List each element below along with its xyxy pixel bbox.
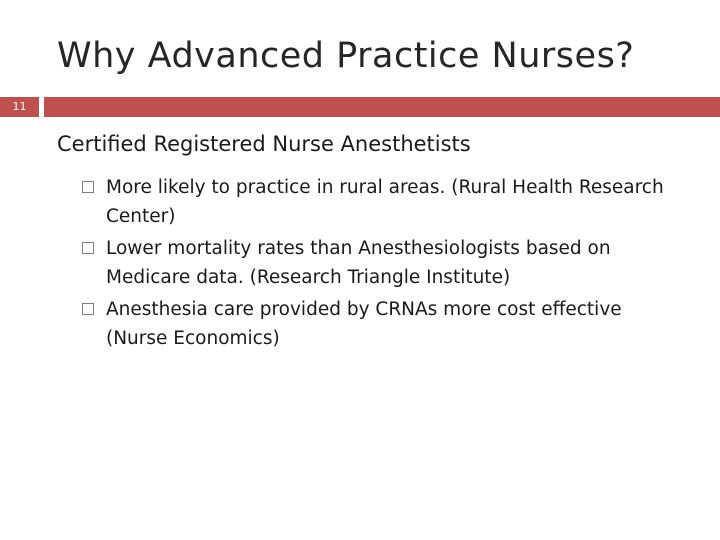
bullet-text: Anesthesia care provided by CRNAs more cost effective (Nurse Economics) bbox=[106, 299, 622, 349]
bullet-item bbox=[80, 234, 680, 292]
section-heading: Certified Registered Nurse Anesthetists bbox=[57, 132, 471, 156]
square-bullet-icon bbox=[82, 303, 94, 315]
slide-number: 11 bbox=[12, 100, 27, 113]
bullet-text: Lower mortality rates than Anesthesiologists based on Medicare data. (Research Triangle Institute) bbox=[106, 238, 611, 288]
bullet-text: More likely to practice in rural areas. (Rural Health Research Center) bbox=[106, 177, 664, 227]
accent-bar bbox=[44, 97, 720, 117]
bullet-item bbox=[80, 173, 680, 231]
bullet-list bbox=[80, 173, 680, 356]
slide-title: Why Advanced Practice Nurses? bbox=[57, 36, 635, 76]
bullet-item bbox=[80, 295, 680, 353]
square-bullet-icon bbox=[82, 181, 94, 193]
square-bullet-icon bbox=[82, 242, 94, 254]
